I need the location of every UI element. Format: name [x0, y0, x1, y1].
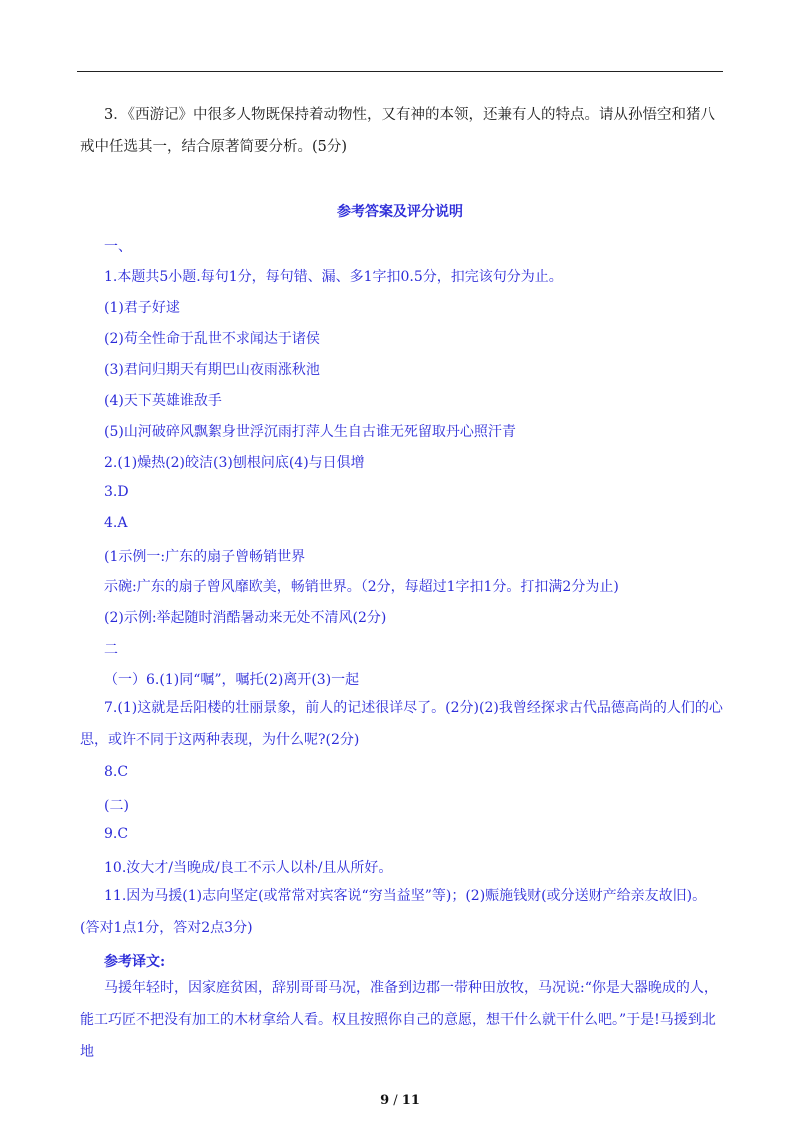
answer-1-2: (2)苟全性命于乱世不求闻达于诸侯: [104, 331, 320, 347]
answer-5-2: (2)示例:举起随时消酷暑动来无处不清风(2分): [104, 610, 387, 626]
answer-11: 11.因为马援(1)志向坚定(或常常对宾客说“穷当益坚”等)；(2)赈施钱财(或分送财产给亲友故旧)。(答对1点1分，答对2点3分): [80, 888, 707, 936]
answer-9: 9.C: [104, 826, 129, 842]
translation-text: 马援年轻时，因家庭贫困，辞别哥哥马况，准备到边郡一带种田放牧，马况说:“你是大器晚成的人，能工巧匠不把没有加工的木材拿给人看。权且按照你自己的意愿，想干什么就干什么吧。”于是!马援到北地: [80, 980, 718, 1060]
translation-label: 参考译文:: [104, 954, 166, 970]
answer-1-4: (4)天下英雄谁敌手: [104, 393, 222, 409]
answer-1-3: (3)君问归期天有期巴山夜雨涨秋池: [104, 362, 320, 378]
answer-1-5: (5)山河破碎风飘絮身世浮沉雨打萍人生自古谁无死留取丹心照汗青: [104, 424, 516, 440]
subsection-2-label: (二): [104, 798, 129, 814]
answer-7: 7.(1)这就是岳阳楼的壮丽景象，前人的记述很详尽了。(2分)(2)我曾经探求古代品德高尚的人们的心思，或许不同于这两种表现，为什么呢?(2分): [80, 700, 723, 748]
answer-2: 2.(1)燥热(2)皎洁(3)刨根问底(4)与日俱增: [104, 455, 365, 471]
page-number: [0, 1093, 800, 1108]
page-total: 11: [401, 1093, 420, 1108]
answer-8: 8.C: [104, 764, 129, 780]
answer-10: 10.汝大才/当晚成/良工不示人以朴/且从所好。: [104, 860, 393, 876]
section-2-label: 二: [104, 642, 118, 658]
section-1-label: 一、: [104, 239, 132, 255]
answer-1-1: (1)君子好逑: [104, 300, 180, 316]
header-rule: [77, 71, 723, 72]
answer-6: （一）6.(1)同“嘱”，嘱托(2)离开(3)一起: [104, 672, 360, 688]
answer-4: 4.A: [104, 515, 128, 531]
page-current: 9: [380, 1093, 390, 1108]
answer-3: 3.D: [104, 484, 129, 500]
answer-5-1-example: 示碗:广东的扇子曾风靡欧美，畅销世界。（2分，每超过1字扣1分。打扣满2分为止): [104, 579, 619, 595]
answers-heading: 参考答案及评分说明: [337, 204, 463, 220]
page-separator: /: [389, 1093, 402, 1108]
answer-5-1: (1示例一:广东的扇子曾畅销世界: [104, 549, 306, 565]
answer-1-intro: 1.本题共5小题.每句1分，每句错、漏、多1字扣0.5分，扣完该句分为止。: [104, 269, 563, 285]
question-3: 3．《西游记》中很多人物既保持着动物性，又有神的本领，还兼有人的特点。请从孙悟空和猪八戒中任选其一，结合原著简要分析。(5分): [80, 107, 715, 155]
